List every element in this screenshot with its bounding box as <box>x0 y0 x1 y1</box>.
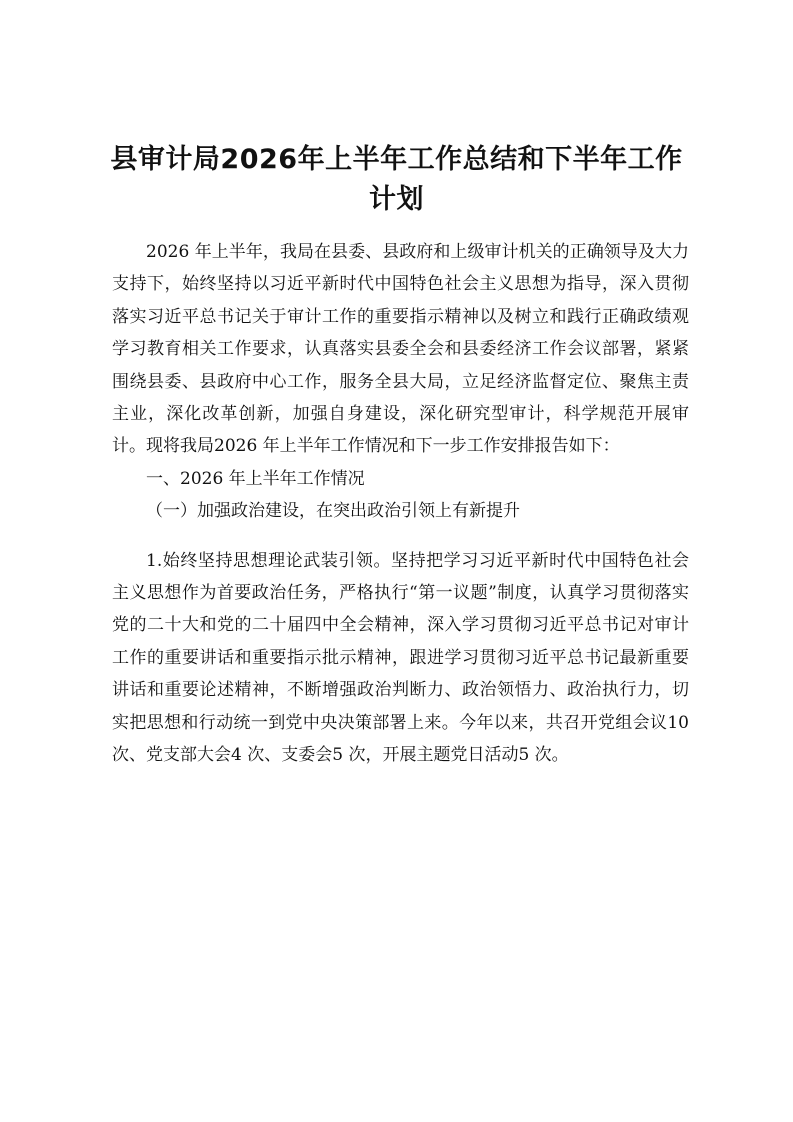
intro-paragraph: 2026 年上半年，我局在县委、县政府和上级审计机关的正确领导及大力支持下，始终坚持以习近平新时代中国特色社会主义思想为指导，深入贯彻落实习近平总书记关于审计工作的重要指示精神以及树立和践行正确政绩观学习教育相关工作要求，认真落实县委全会和县委经济工作会议部署，紧紧围绕县委、县政府中心工作，服务全县大局，立足经济监督定位、聚焦主责主业，深化改革创新，加强自身建设，深化研究型审计，科学规范开展审计。现将我局2026 年上半年工作情况和下一步工作安排报告如下： <box>112 242 689 457</box>
document-body <box>112 236 689 772</box>
subsection-heading: （一）加强政治建设，在突出政治引领上有新提升 <box>146 501 520 522</box>
item-paragraph: 1.始终坚持思想理论武装引领。坚持把学习习近平新时代中国特色社会主义思想作为首要政治任务，严格执行“第一议题”制度，认真学习贯彻落实党的二十大和党的二十届四中全会精神，深入学习贯彻习近平总书记对审计工作的重要讲话和重要指示批示精神，跟进学习贯彻习近平总书记最新重要讲话和重要论述精神，不断增强政治判断力、政治领悟力、政治执行力，切实把思想和行动统一到党中央决策部署上来。今年以来，共召开党组会议10 次、党支部大会4 次、支委会5 次，开展主题党日活动5 次。 <box>112 550 689 766</box>
document-title: 县审计局2026年上半年工作总结和下半年工作计划 <box>110 144 683 215</box>
section-heading: 一、2026 年上半年工作情况 <box>146 468 365 489</box>
